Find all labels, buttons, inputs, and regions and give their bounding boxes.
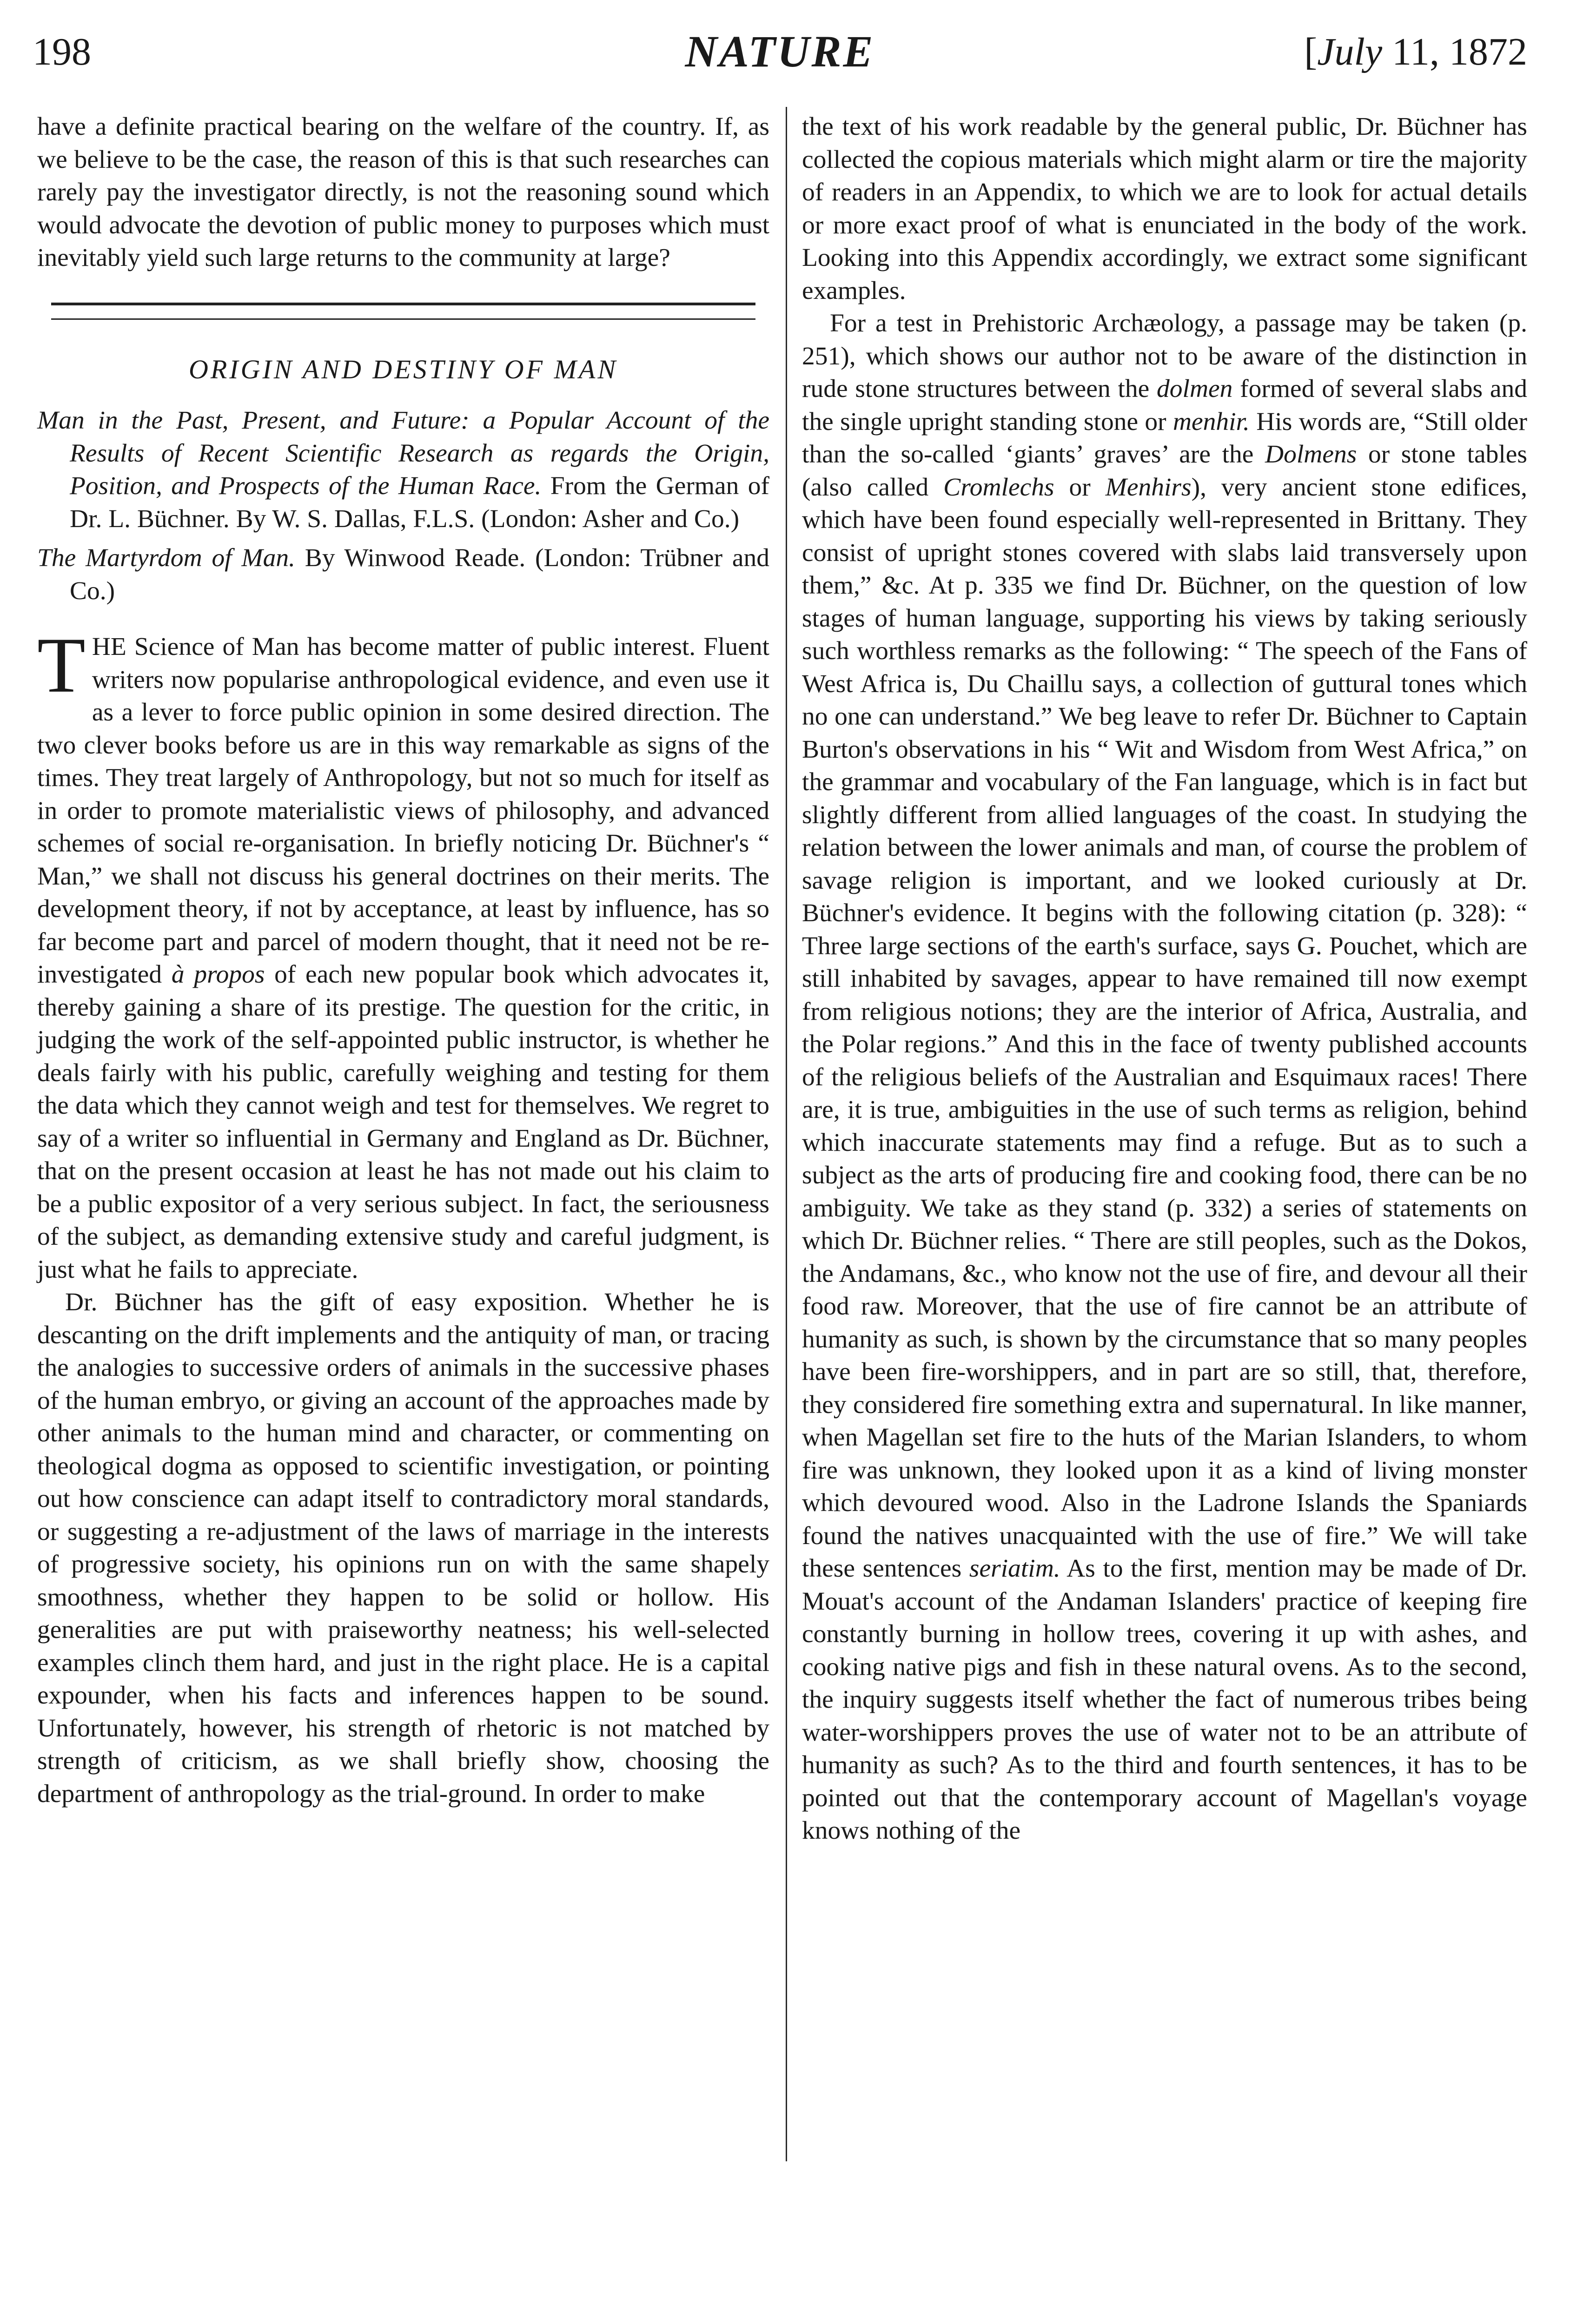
continued-paragraph: have a definite practical bearing on the welfare of the country. If, as we believe to be the case, the reason of this is that such researches can rarely pay the investigator directly, is not the reasoning sound which would advocate the devotion of public money to purposes which must inevitably yield such large returns to the community at large? — [37, 112, 769, 272]
article-title: ORIGIN AND DESTINY OF MAN — [188, 354, 618, 384]
book-title-1: Man in the Past, Present, and Future: a Popular Account of the Results of Recent Scientific Research as regards the Origin, Position, and Prospects of the Human Race. — [37, 406, 769, 500]
italic-term: menhir. — [1172, 407, 1250, 436]
book-details-2: By Winwood Reade. (London: Trübner and Co.) — [70, 544, 770, 605]
date-bracket: [ — [1304, 30, 1318, 73]
paragraph-text: HE Science of Man has become matter of public interest. Fluent writers now popularise anthropological evidence, and even use it as a lever to force public opinion in some desired direction. The two clever books before us are in this way remarkable as signs of the times. They treat largely of Anthropology, but not so much for itself as in order to promote materialistic views of philosophy, and advanced schemes of social re-organisation. In briefly noticing Dr. Büchner's “ Man,” we shall not discuss his general doctrines on their merits. The development theory, if not by acceptance, at least by influence, has so far become part and parcel of modern thought, that it need not be re-investigated — [37, 633, 769, 989]
paragraph-text: ), very ancient stone edifices, which have been found especially well-represented in Brittany. They consist of upright stones covered with slabs laid transversely upon them,” &c. At p. 335 we find Dr. Büchner, on the question of low stages of human language, supporting his views by taking seriously such worthless remarks as the following: “ The speech of the Fans of West Africa is, Du Chaillu says, a collection of guttural tones which no one can understand.” We beg leave to refer Dr. Büchner to Captain Burton's observations in his “ Wit and Wisdom from West Africa,” on the grammar and vocabulary of the Fan language, which is in fact but slightly different from allied languages of the coast. In studying the relation between the lower animals and man, of course the problem of savage religion is important, and we looked curiously at Dr. Büchner's evidence. It begins with the following citation (p. 328): “ Three large sections of the earth's surface, says G. Pouchet, which are still inhabited by savages, appear to have remained till now exempt from religious notions; they are the interior of Africa, Australia, and the Polar regions.” And this in the face of twenty published accounts of the religious beliefs of the Australian and Esquimaux races! There are, it is true, ambiguities in the use of such terms as religion, behind which inaccurate statements may find a refuge. But as to such a subject as the arts of producing fire and cooking food, there can be no ambiguity. We take as they stand (p. 332) a series of statements on which Dr. Büchner relies. “ There are still peoples, such as the Dokos, the Andamans, &c., who know not the use of fire, and devour all their food raw. Moreover, that the use of fire cannot be an attribute of humanity as such, is shown by the circumstance that so many peoples have been fire-worshippers, and in part are so still, that, therefore, they considered fire something extra and supernatural. In like manner, when Magellan set fire to the huts of the Marian Islanders, to whom fire was unknown, they looked upon it as a kind of living monster which devoured wood. Also in the Ladrone Islands the Spaniards found the natives unacquainted with the use of fire.” We will take these sentences — [802, 473, 1528, 1583]
date-day-year: 11, 1872 — [1382, 30, 1527, 73]
column-divider — [786, 107, 787, 2161]
paragraph-text: For a test in Prehistoric Archæology, a passage may be taken (p. 251), which shows our author not to be aware of the distinction in rude stone structures between the — [802, 309, 1527, 403]
italic-phrase: à propos — [171, 960, 265, 989]
book-citation-2 — [37, 542, 769, 607]
italic-term: Menhirs — [1105, 473, 1192, 502]
page-number: 198 — [33, 30, 91, 73]
paragraph-text: of each new popular book which advocates it, thereby gaining a share of its prestige. The question for the critic, in judging the work of the self-appointed public instructor, is whether he deals fairly with his public, carefully weighing and testing for them the data which they cannot weigh and test for themselves. We regret to say of a writer so influential in Germany and England as Dr. Büchner, that on the present occasion at least he has not made out his claim to be a public expositor of a very serious subject. In fact, the seriousness of the subject, as demanding extensive study and careful judgment, is just what he fails to appreciate. — [37, 960, 769, 1284]
review-paragraph-2: Dr. Büchner has the gift of easy exposition. Whether he is descanting on the drift implements and the antiquity of man, or tracing the analogies to successive orders of animals in the successive phases of the human embryo, or giving an account of the approaches made by other animals to the human mind and character, or commenting on theological dogma as opposed to scientific investigation, or pointing out how conscience can adapt itself to contradictory moral standards, or suggesting a re-adjustment of the laws of marriage in the interests of progressive society, his opinions run on with the same shapely smoothness, whether they happen to be solid or hollow. His generalities are put with praiseworthy neatness; his well-selected examples clinch them hard, and just in the right place. He is a capital expounder, when his facts and inferences happen to be sound. Unfortunately, however, his strength of rhetoric is not matched by strength of criticism, as we shall briefly show, choosing the department of anthropology as the trial-ground. In order to make — [37, 1288, 769, 1808]
review-paragraph-1 — [37, 621, 769, 1286]
date-month: July — [1317, 30, 1383, 73]
right-column — [802, 111, 1527, 1848]
paragraph-text: As to the first, mention may be made of Dr. Mouat's account of the Andaman Islanders' practice of keeping fire constantly burning in hollow trees, covering it up with ashes, and cooking native pigs and fish in these natural ovens. As to the second, the inquiry suggests itself whether the fact of numerous tribes being water-worshippers proves the use of water not to be an attribute of humanity as such? As to the third and fourth sentences, it has to be pointed out that the contemporary account of Magellan's voyage knows nothing of the — [802, 1554, 1527, 1845]
drop-cap: T — [37, 621, 86, 709]
left-column — [37, 111, 769, 1810]
paragraph-text: or stone tables (also called — [802, 440, 1527, 502]
running-header — [33, 26, 1527, 86]
book-details-1: From the German of Dr. L. Büchner. By W. S. Dallas, F.L.S. (London: Asher and Co.) — [70, 472, 769, 533]
book-title-2: The Martyrdom of Man. — [37, 544, 296, 572]
article-separator-rule — [51, 303, 755, 320]
italic-term: Cromlechs — [943, 473, 1054, 502]
review-paragraph-3: the text of his work readable by the general public, Dr. Büchner has collected the copious materials which might alarm or tire the majority of readers in an Appendix, to which we are to look for actual details or more exact proof of what is enunciated in the body of the work. Looking into this Appendix accordingly, we extract some significant examples. — [802, 112, 1527, 305]
italic-term: Dolmens — [1265, 440, 1357, 469]
review-paragraph-4 — [802, 307, 1527, 1848]
italic-term: seriatim. — [969, 1554, 1060, 1583]
issue-date — [1304, 29, 1527, 74]
paragraph-text: His words are, “Still older than the so-called ‘giants’ graves’ are the — [802, 407, 1527, 469]
book-citation-1 — [37, 404, 769, 535]
paragraph-text: or — [1054, 473, 1106, 502]
italic-term: dolmen — [1157, 375, 1233, 403]
journal-title: NATURE — [685, 26, 875, 76]
paragraph-text: formed of several slabs and the single upright standing stone or — [802, 375, 1527, 436]
